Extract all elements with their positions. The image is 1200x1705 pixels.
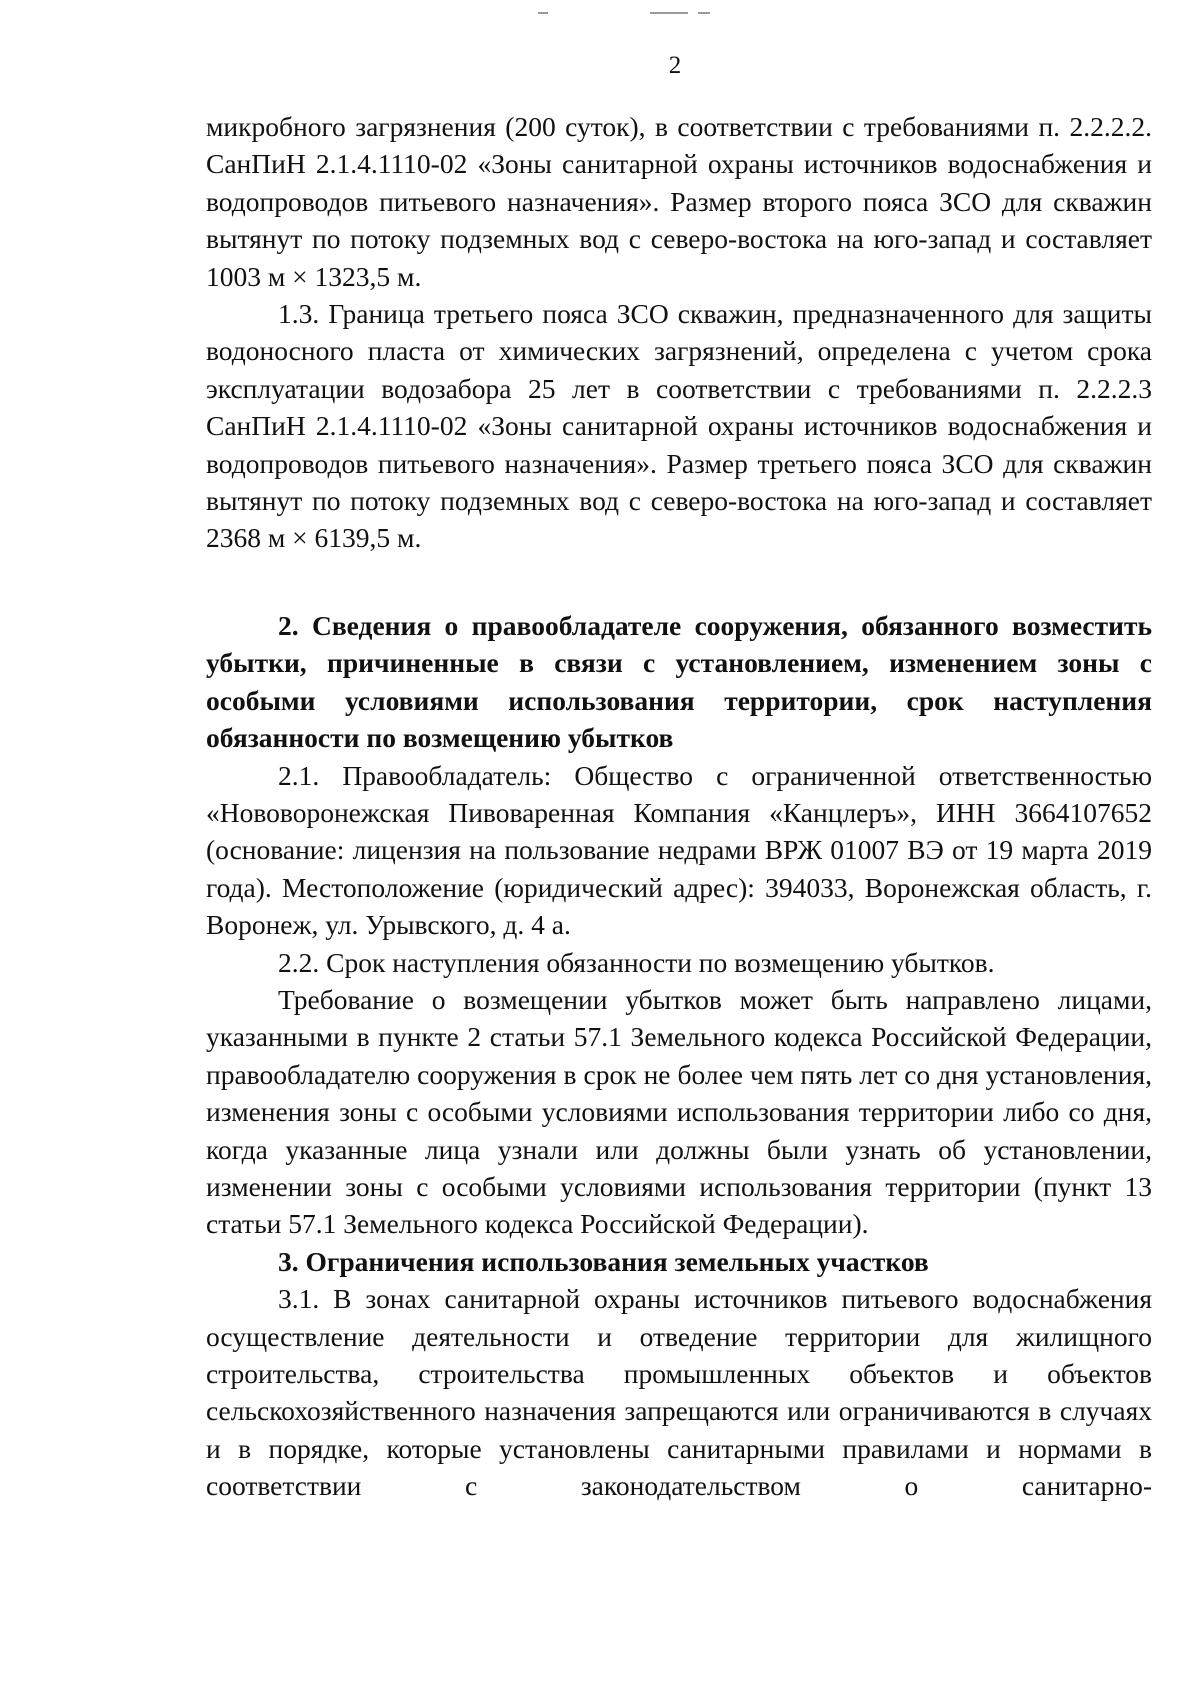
scan-artifact-mark (650, 12, 688, 14)
scan-artifact-mark (538, 12, 548, 14)
paragraph-continuation: микробного загрязнения (200 суток), в соответствии с требованиями п. 2.2.2.2. СанПиН 2.1.4.1110-02 «Зоны санитарной охраны источников водоснабжения и водопроводов питьевого назначения». Размер второго пояса ЗСО для скважин вытянут по потоку подземных вод с северо-востока на юго-запад и составляет 1003 м × 1323,5 м. (206, 111, 1152, 292)
section-heading-2: 2. Сведения о правообладателе сооружения, обязанного возместить убытки, причиненные в связи с установлением, изменением зоны с особыми условиями использования территории, срок наступления обязанности по возмещению убытков (206, 609, 1152, 754)
paragraph-1-3: 1.3. Граница третьего пояса ЗСО скважин, предназначенного для защиты водоносного пласта от химических загрязнений, определена с учетом срока эксплуатации водозабора 25 лет в соответствии с требованиями п. 2.2.2.3 СанПиН 2.1.4.1110-02 «Зоны санитарной охраны источников водоснабжения и водопроводов питьевого назначения». Размер третьего пояса ЗСО для скважин вытянут по потоку подземных вод с северо-востока на юго-запад и составляет 2368 м × 6139,5 м. (206, 298, 1152, 554)
page-number: 2 (668, 52, 682, 79)
paragraph-2-1: 2.1. Правообладатель: Общество с ограниченной ответственностью «Нововоронежская Пивоваренная Компания «Канцлеръ», ИНН 3664107652 (основание: лицензия на пользование недрами ВРЖ 01007 ВЭ от 19 марта 2019 года). Местоположение (юридический адрес): 394033, Воронежская область, г. Воронеж, ул. Урывского, д. 4 а. (206, 759, 1152, 941)
paragraph-3-1: 3.1. В зонах санитарной охраны источников питьевого водоснабжения осуществление деятельности и отведение территории для жилищного строительства, строительства промышленных объектов и объектов сельскохозяйственного назначения запрещаются или ограничиваются в случаях и в порядке, которые установлены санитарными правилами и нормами в соответствии с законодательством о санитарно- (206, 1283, 1152, 1502)
paragraph-2-2: 2.2. Срок наступления обязанности по возмещению убытков. (278, 946, 995, 978)
scan-artifact-mark (698, 12, 710, 14)
document-body (206, 108, 1152, 1505)
section-heading-3: 3. Ограничения использования земельных участков (278, 1245, 929, 1277)
paragraph-2-2-text: Требование о возмещении убытков может быть направлено лицами, указанными в пункте 2 статьи 57.1 Земельного кодекса Российской Федерации, правообладателю сооружения в срок не более чем пять лет со дня установления, изменения зоны с особыми условиями использования территории либо со дня, когда указанные лица узнали или должны были узнать об установлении, изменении зоны с особыми условиями использования территории (пункт 13 статьи 57.1 Земельного кодекса Российской Федерации). (206, 983, 1152, 1240)
